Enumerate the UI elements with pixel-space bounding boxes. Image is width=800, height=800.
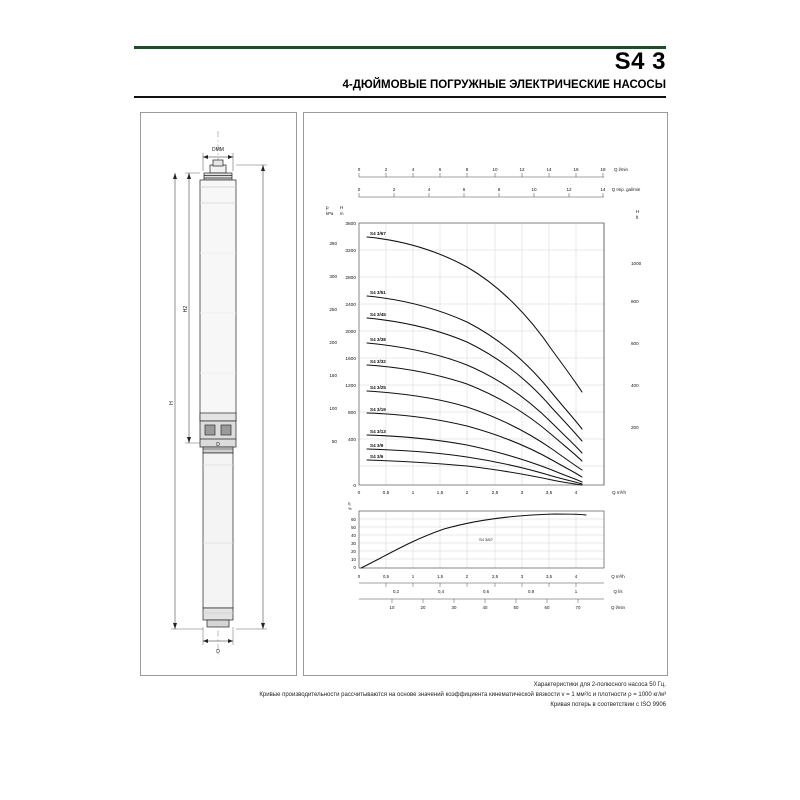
curve-label-4: S4 3/32 [370,359,386,364]
head-curves [367,237,582,485]
svg-text:600: 600 [631,341,639,346]
curve-s4-3-6 [367,460,582,485]
eff-bottom-axis-m3h-label: Q m³/h [611,574,625,579]
svg-text:0,2: 0,2 [392,589,400,594]
svg-text:70: 70 [575,605,581,610]
page-title: S4 3 [614,48,666,75]
efficiency-curve [361,514,586,568]
svg-text:0,5: 0,5 [382,491,390,496]
svg-text:2400: 2400 [345,303,356,308]
curve-label-3: S4 3/38 [370,337,386,342]
pump-drawing [141,113,296,675]
header-green-rule [134,46,666,49]
svg-text:1: 1 [411,574,415,579]
curve-label-7: S4 3/13 [370,429,386,434]
svg-text:16: 16 [573,167,579,172]
left-axis-p-unit: kPa [326,211,334,216]
top-axis-lmin-ticks [358,167,606,172]
left-axis-h-unit: m [340,211,344,216]
svg-text:10: 10 [351,557,356,562]
bottom-axis-m3h-label: Q m³/h [611,490,627,495]
curve-label-0: S4 3/67 [370,231,386,236]
page-subtitle: 4-ДЮЙМОВЫЕ ПОГРУЖНЫЕ ЭЛЕКТРИЧЕСКИЕ НАСОСЫ [342,79,666,91]
svg-text:40: 40 [482,605,488,610]
eff-bottom-axis-m3h [358,574,578,579]
svg-text:50: 50 [513,605,519,610]
svg-text:2,5: 2,5 [491,491,499,496]
svg-text:400: 400 [347,438,356,443]
svg-text:2800: 2800 [345,276,356,281]
svg-text:250: 250 [329,307,337,312]
svg-text:4: 4 [574,491,578,496]
header-black-rule [134,96,666,98]
svg-text:3: 3 [520,574,524,579]
svg-text:1200: 1200 [345,384,356,389]
eff-bottom-axis-ls-label: Q l/s [613,589,623,594]
eff-axis-unit: % [348,506,352,511]
curve-label-1: S4 3/51 [370,290,386,295]
svg-text:2: 2 [465,491,469,496]
svg-text:1: 1 [411,491,415,496]
svg-text:20: 20 [420,605,426,610]
efficiency-curve-label: S4 3/67 [479,537,493,542]
svg-text:400: 400 [631,383,639,388]
svg-text:6: 6 [462,187,466,192]
svg-text:50: 50 [331,439,337,444]
svg-text:0,4: 0,4 [437,589,445,594]
svg-text:3: 3 [520,491,524,496]
svg-text:12: 12 [519,167,525,172]
svg-text:18: 18 [600,167,606,172]
svg-text:0: 0 [353,484,356,489]
svg-text:60: 60 [544,605,550,610]
svg-text:3,5: 3,5 [545,491,553,496]
eff-bottom-axis-lmin [390,605,581,610]
left-axis-kpa-ticks [329,241,337,444]
right-axis-h-label: H [636,209,640,214]
svg-text:0,6: 0,6 [482,589,490,594]
svg-text:14: 14 [600,187,606,192]
dim-label-d-top: D [216,442,220,448]
dim-label-h: H [169,401,175,405]
bottom-axis-m3h-ticks [358,490,578,496]
svg-text:30: 30 [351,541,356,546]
svg-text:1600: 1600 [345,357,356,362]
svg-text:10: 10 [531,187,537,192]
svg-text:50: 50 [351,525,356,530]
pump-drawing-panel [140,112,297,676]
dim-label-h2: H2 [183,305,189,313]
svg-text:4: 4 [411,167,415,172]
svg-text:30: 30 [451,605,457,610]
svg-text:14: 14 [546,167,552,172]
svg-text:3,5: 3,5 [545,574,553,579]
svg-text:0: 0 [357,167,361,172]
svg-text:4: 4 [427,187,431,192]
svg-text:350: 350 [329,241,337,246]
eff-axis-ticks [351,517,356,570]
svg-text:20: 20 [351,549,356,554]
svg-text:0: 0 [357,574,361,579]
svg-text:60: 60 [351,517,356,522]
footnote-1: Кривые производительности рассчитываются на основе значений коэффициента кинематической вязкости v = 1 мм²/с и плотности ρ = 1000 кг/м³ [259,692,666,699]
left-axis-h-label: H [340,205,344,210]
svg-text:6: 6 [438,167,442,172]
svg-text:2: 2 [392,187,396,192]
svg-text:8: 8 [497,187,501,192]
performance-charts [304,113,667,675]
svg-text:1,5: 1,5 [436,491,444,496]
footnotes [246,680,666,711]
efficiency-chart [348,501,626,610]
svg-text:1000: 1000 [631,261,642,266]
left-axis-p-label: p [326,205,329,210]
performance-curves-panel [303,112,668,676]
curve-label-5: S4 3/25 [370,385,386,390]
right-axis-ft-unit: ft [636,215,639,220]
left-axis-h-ticks [345,221,356,489]
svg-text:2,5: 2,5 [491,574,499,579]
svg-text:0: 0 [357,491,361,496]
svg-text:0,5: 0,5 [382,574,390,579]
top-axis-galmin-label: Q Imp. gal/min [611,187,641,192]
svg-text:800: 800 [631,299,639,304]
svg-text:1,5: 1,5 [436,574,444,579]
svg-text:10: 10 [389,605,395,610]
curve-label-9: S4 3/6 [370,454,384,459]
footnote-0: Характеристики для 2-полюсного насоса 50 Гц. [533,682,666,688]
svg-text:200: 200 [631,425,639,430]
footnote-2: Кривая потерь в соответствии с ISO 9906 [550,702,666,709]
svg-text:1: 1 [574,589,578,594]
svg-text:150: 150 [329,373,337,378]
svg-text:3600: 3600 [345,222,356,227]
svg-text:0: 0 [353,565,356,570]
svg-text:40: 40 [351,533,356,538]
svg-text:0: 0 [357,187,361,192]
svg-text:3200: 3200 [345,249,356,254]
svg-text:8: 8 [465,167,469,172]
svg-text:300: 300 [329,274,337,279]
svg-text:12: 12 [566,187,572,192]
head-chart [326,167,642,496]
svg-text:800: 800 [347,411,356,416]
dim-label-d-bottom: D [216,649,220,655]
eff-bottom-axis-lmin-label: Q l/min [611,605,625,610]
curve-label-8: S4 3/9 [370,443,384,448]
top-axis-lmin-label: Q l/min [614,167,628,172]
svg-text:2: 2 [384,167,388,172]
svg-text:2: 2 [465,574,469,579]
svg-text:200: 200 [329,340,337,345]
top-axis-galmin-ticks [358,187,606,192]
dim-label-dmm: DMM [212,147,224,153]
svg-text:2000: 2000 [345,330,356,335]
curve-label-6: S4 3/19 [370,407,386,412]
curve-label-2: S4 3/45 [370,312,386,317]
eff-axis-label: η [348,501,351,506]
right-axis-ft-ticks [631,261,642,430]
curve-s4-3-45 [367,318,582,441]
svg-text:0,8: 0,8 [527,589,535,594]
svg-text:100: 100 [329,406,337,411]
eff-bottom-axis-ls [393,589,578,594]
svg-text:4: 4 [574,574,578,579]
svg-text:10: 10 [492,167,498,172]
